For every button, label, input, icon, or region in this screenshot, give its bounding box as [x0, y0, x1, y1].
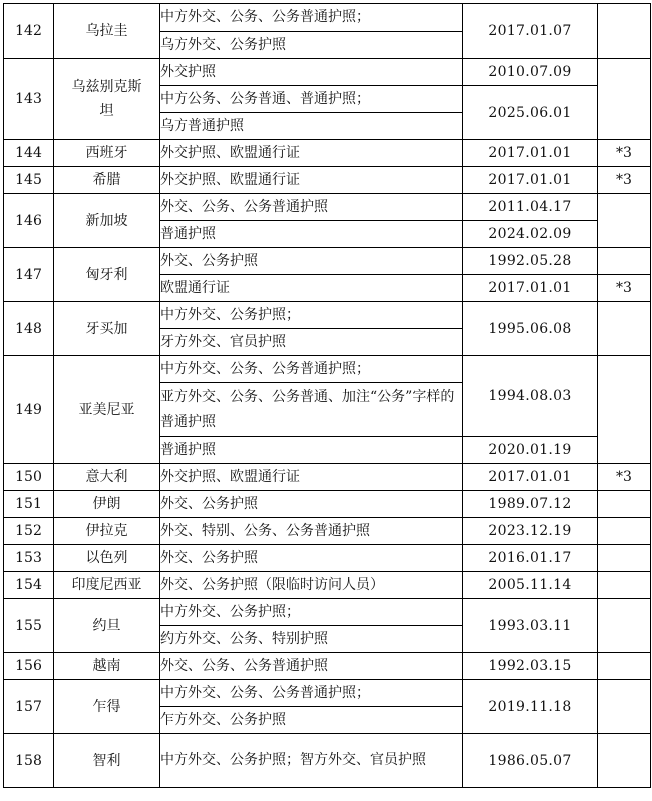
table-row [4, 572, 651, 599]
passport-type: 亚方外交、公务、公务普通、加注“公务”字样的普通护照 [160, 383, 463, 437]
passport-type: 外交、公务护照（限临时访问人员） [160, 572, 463, 599]
row-number: 153 [4, 545, 54, 572]
country-name: 意大利 [54, 464, 160, 491]
country-name: 新加坡 [54, 194, 160, 248]
passport-type: 中方外交、公务、公务普通护照； [160, 4, 463, 32]
row-number: 142 [4, 4, 54, 59]
passport-type: 中方公务、公务普通、普通护照； [160, 86, 463, 113]
country-name: 智利 [54, 734, 160, 788]
passport-type: 外交、特别、公务、公务普通护照 [160, 518, 463, 545]
note [598, 599, 651, 653]
passport-type: 牙方外交、官员护照 [160, 329, 463, 356]
passport-type: 中方外交、公务护照；智方外交、官员护照 [160, 734, 463, 788]
effective-date: 2017.01.01 [463, 140, 598, 167]
note [598, 653, 651, 680]
country-name: 亚美尼亚 [54, 356, 160, 464]
row-number: 145 [4, 167, 54, 194]
note [598, 248, 651, 275]
effective-date: 2023.12.19 [463, 518, 598, 545]
row-number: 148 [4, 302, 54, 356]
table-row [4, 734, 651, 788]
country-name: 西班牙 [54, 140, 160, 167]
note [598, 545, 651, 572]
table-row [4, 599, 651, 626]
note [598, 302, 651, 356]
passport-type: 外交、公务护照 [160, 248, 463, 275]
table-row [4, 464, 651, 491]
effective-date: 1986.05.07 [463, 734, 598, 788]
country-name: 伊拉克 [54, 518, 160, 545]
row-number: 156 [4, 653, 54, 680]
row-number: 150 [4, 464, 54, 491]
note: *3 [598, 275, 651, 302]
country-name: 希腊 [54, 167, 160, 194]
effective-date: 1995.06.08 [463, 302, 598, 356]
country-name: 印度尼西亚 [54, 572, 160, 599]
note [598, 734, 651, 788]
note [598, 194, 651, 248]
row-number: 152 [4, 518, 54, 545]
passport-type: 外交、公务、公务普通护照 [160, 653, 463, 680]
table-row [4, 194, 651, 221]
note: *3 [598, 464, 651, 491]
note [598, 680, 651, 734]
passport-type: 外交、公务护照 [160, 491, 463, 518]
table-row [4, 59, 651, 86]
row-number: 154 [4, 572, 54, 599]
table-row [4, 356, 651, 383]
passport-type: 约方外交、公务、特别护照 [160, 626, 463, 653]
passport-type: 乌方普通护照 [160, 113, 463, 140]
effective-date: 2011.04.17 [463, 194, 598, 221]
country-name: 乌兹别克斯坦 [54, 59, 160, 140]
effective-date: 1992.03.15 [463, 653, 598, 680]
note [598, 572, 651, 599]
passport-type: 中方外交、公务护照； [160, 302, 463, 329]
table-row [4, 653, 651, 680]
passport-type: 中方外交、公务、公务普通护照； [160, 356, 463, 383]
effective-date: 2019.11.18 [463, 680, 598, 734]
passport-type: 外交护照、欧盟通行证 [160, 167, 463, 194]
note [598, 59, 651, 140]
note [598, 4, 651, 59]
passport-type: 中方外交、公务护照； [160, 599, 463, 626]
passport-type: 欧盟通行证 [160, 275, 463, 302]
table-row [4, 302, 651, 329]
country-name: 乍得 [54, 680, 160, 734]
row-number: 151 [4, 491, 54, 518]
effective-date: 2010.07.09 [463, 59, 598, 86]
row-number: 158 [4, 734, 54, 788]
row-number: 146 [4, 194, 54, 248]
row-number: 157 [4, 680, 54, 734]
effective-date: 2024.02.09 [463, 221, 598, 248]
effective-date: 2005.11.14 [463, 572, 598, 599]
note: *3 [598, 140, 651, 167]
row-number: 144 [4, 140, 54, 167]
table-row [4, 518, 651, 545]
effective-date: 2017.01.07 [463, 4, 598, 59]
table-row [4, 491, 651, 518]
country-name: 匈牙利 [54, 248, 160, 302]
note: *3 [598, 167, 651, 194]
passport-type: 外交、公务、公务普通护照 [160, 194, 463, 221]
effective-date: 2025.06.01 [463, 86, 598, 140]
note [598, 356, 651, 464]
note [598, 518, 651, 545]
note [598, 491, 651, 518]
country-name: 乌拉圭 [54, 4, 160, 59]
row-number: 149 [4, 356, 54, 464]
effective-date: 1994.08.03 [463, 356, 598, 437]
passport-type: 外交护照、欧盟通行证 [160, 464, 463, 491]
table-row [4, 545, 651, 572]
effective-date: 2020.01.19 [463, 437, 598, 464]
effective-date: 2017.01.01 [463, 464, 598, 491]
country-name: 以色列 [54, 545, 160, 572]
country-name: 伊朗 [54, 491, 160, 518]
passport-type: 外交护照 [160, 59, 463, 86]
country-name: 牙买加 [54, 302, 160, 356]
effective-date: 2016.01.17 [463, 545, 598, 572]
row-number: 147 [4, 248, 54, 302]
visa-agreement-table [3, 3, 651, 788]
passport-type: 外交护照、欧盟通行证 [160, 140, 463, 167]
table-row [4, 4, 651, 32]
table-row [4, 140, 651, 167]
table-row [4, 167, 651, 194]
passport-type: 中方外交、公务、公务普通护照； [160, 680, 463, 707]
effective-date: 1989.07.12 [463, 491, 598, 518]
passport-type: 乍方外交、公务护照 [160, 707, 463, 734]
passport-type: 乌方外交、公务护照 [160, 32, 463, 59]
passport-type: 普通护照 [160, 437, 463, 464]
passport-type: 外交、公务护照 [160, 545, 463, 572]
effective-date: 2017.01.01 [463, 275, 598, 302]
country-name: 越南 [54, 653, 160, 680]
effective-date: 2017.01.01 [463, 167, 598, 194]
table-row [4, 248, 651, 275]
row-number: 143 [4, 59, 54, 140]
row-number: 155 [4, 599, 54, 653]
table-row [4, 680, 651, 707]
effective-date: 1992.05.28 [463, 248, 598, 275]
effective-date: 1993.03.11 [463, 599, 598, 653]
country-name: 约旦 [54, 599, 160, 653]
passport-type: 普通护照 [160, 221, 463, 248]
